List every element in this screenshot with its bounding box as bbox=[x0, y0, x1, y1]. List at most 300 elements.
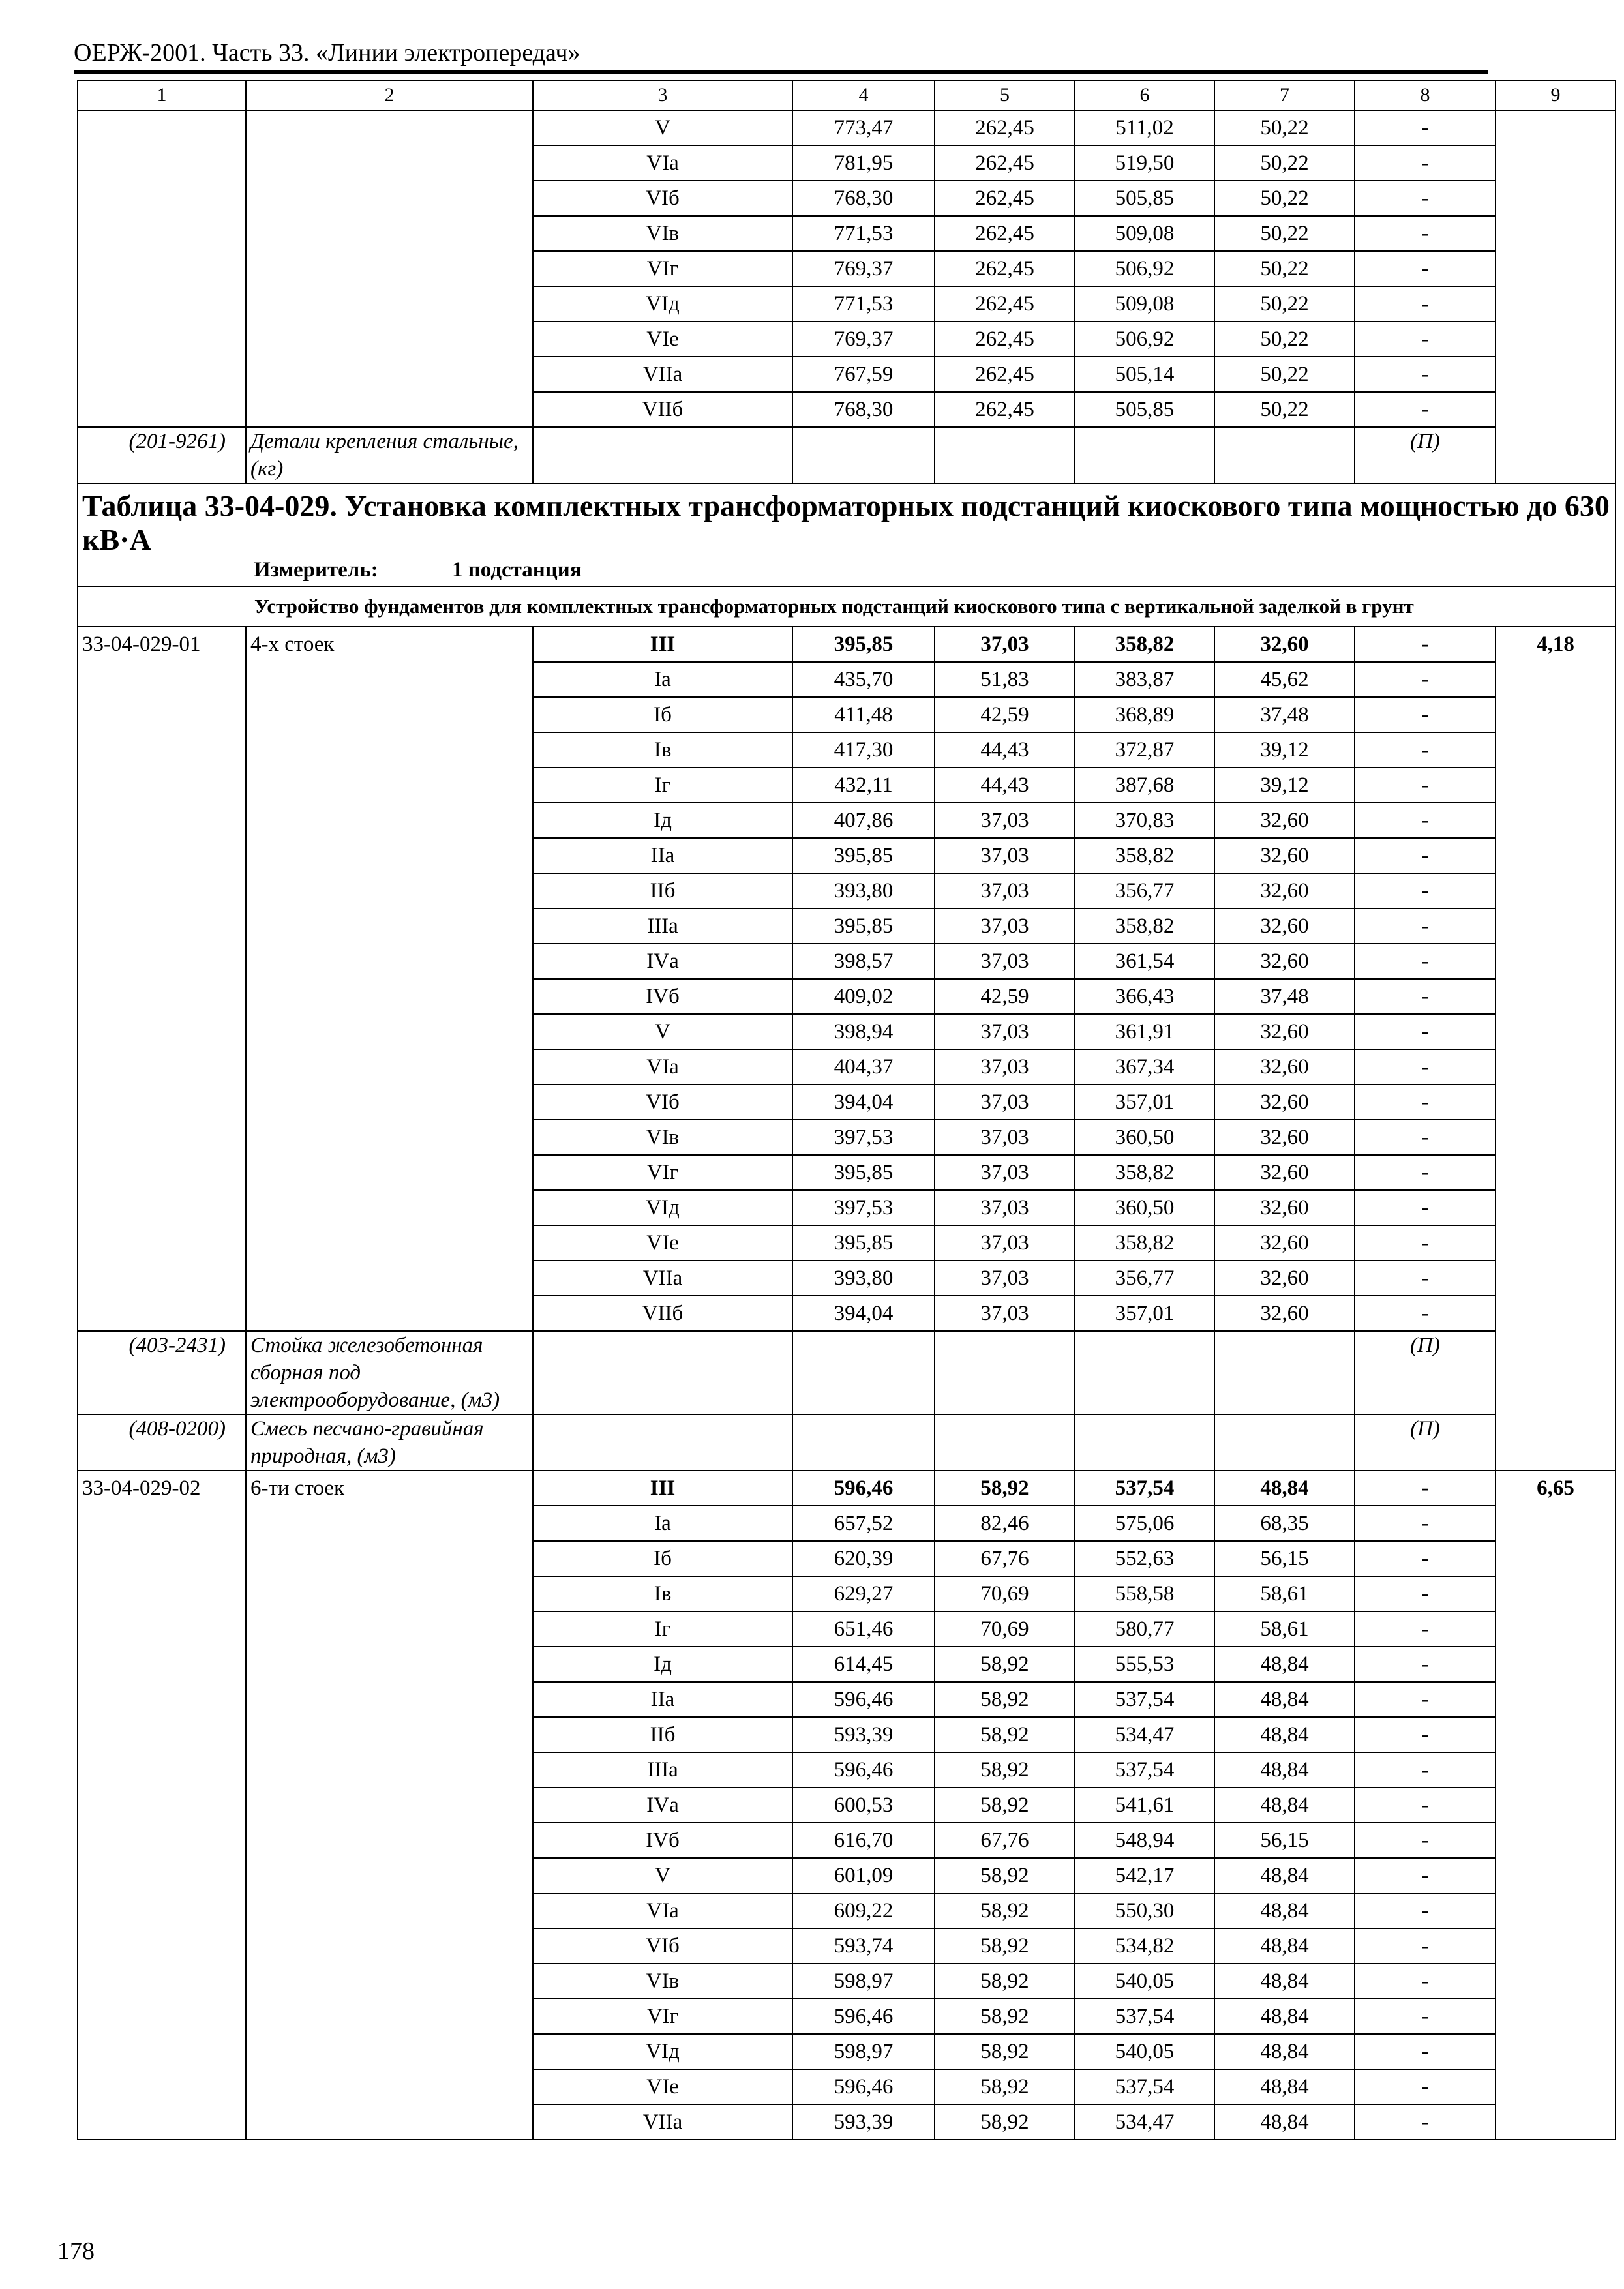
value-cell: 537,54 bbox=[1075, 2069, 1214, 2104]
value-cell: 395,85 bbox=[792, 627, 935, 662]
value-cell: 367,34 bbox=[1075, 1049, 1214, 1085]
zone-cell: IIIа bbox=[533, 908, 792, 944]
item-code: 33-04-029-01 bbox=[78, 627, 246, 1331]
mark-cell: - bbox=[1355, 1506, 1496, 1541]
mark-cell: - bbox=[1355, 873, 1496, 908]
mark-cell: - bbox=[1355, 697, 1496, 732]
value-cell: 58,92 bbox=[935, 1999, 1075, 2034]
value-cell: 541,61 bbox=[1075, 1788, 1214, 1823]
zone-cell: III bbox=[533, 627, 792, 662]
zone-cell: Iб bbox=[533, 697, 792, 732]
value-cell: 393,80 bbox=[792, 873, 935, 908]
zone-cell: VIе bbox=[533, 1225, 792, 1261]
value-cell: 32,60 bbox=[1214, 1085, 1355, 1120]
mark-cell: - bbox=[1355, 1682, 1496, 1717]
value-cell: 37,03 bbox=[935, 1014, 1075, 1049]
value-cell: 614,45 bbox=[792, 1647, 935, 1682]
value-cell: 32,60 bbox=[1214, 627, 1355, 662]
value-cell: 67,76 bbox=[935, 1823, 1075, 1858]
value-cell: 58,92 bbox=[935, 1788, 1075, 1823]
zone-cell: Iв bbox=[533, 1576, 792, 1611]
value-cell: 773,47 bbox=[792, 110, 935, 145]
value-cell: 44,43 bbox=[935, 732, 1075, 768]
mark-cell: - bbox=[1355, 145, 1496, 181]
value-cell: 768,30 bbox=[792, 181, 935, 216]
zone-cell: V bbox=[533, 1858, 792, 1893]
material-code: (201-9261) bbox=[78, 427, 246, 483]
value-cell: 48,84 bbox=[1214, 1717, 1355, 1752]
zone-cell: Iд bbox=[533, 1647, 792, 1682]
zone-cell: VIб bbox=[533, 181, 792, 216]
zone-cell: VIг bbox=[533, 1155, 792, 1190]
value-cell: 50,22 bbox=[1214, 181, 1355, 216]
value-cell: 435,70 bbox=[792, 662, 935, 697]
value-cell: 50,22 bbox=[1214, 322, 1355, 357]
value-cell: 37,03 bbox=[935, 627, 1075, 662]
value-cell: 397,53 bbox=[792, 1190, 935, 1225]
value-cell: 70,69 bbox=[935, 1611, 1075, 1647]
zone-cell: VIIб bbox=[533, 392, 792, 427]
value-cell: 509,08 bbox=[1075, 286, 1214, 322]
table-title bbox=[78, 483, 1616, 586]
mark-cell: - bbox=[1355, 357, 1496, 392]
mark-cell: - bbox=[1355, 1611, 1496, 1647]
rates-table bbox=[77, 80, 1616, 2140]
zone-cell: VIв bbox=[533, 1964, 792, 1999]
value-cell: 360,50 bbox=[1075, 1190, 1214, 1225]
value-cell: 657,52 bbox=[792, 1506, 935, 1541]
value-cell: 417,30 bbox=[792, 732, 935, 768]
value-cell: 558,58 bbox=[1075, 1576, 1214, 1611]
value-cell: 32,60 bbox=[1214, 873, 1355, 908]
value-cell: 32,60 bbox=[1214, 1155, 1355, 1190]
value-cell: 48,84 bbox=[1214, 2069, 1355, 2104]
section-title: Устройство фундаментов для комплектных трансформаторных подстанций киоскового типа с вертикальной заделкой в грунт bbox=[78, 586, 1616, 627]
value-cell: 37,03 bbox=[935, 1261, 1075, 1296]
value-cell: 50,22 bbox=[1214, 392, 1355, 427]
value-cell: 37,48 bbox=[1214, 697, 1355, 732]
zone-cell: IIIа bbox=[533, 1752, 792, 1788]
column-number: 9 bbox=[1496, 80, 1616, 110]
value-cell: 50,22 bbox=[1214, 145, 1355, 181]
zone-cell: Iг bbox=[533, 768, 792, 803]
zone-cell: VIа bbox=[533, 1049, 792, 1085]
norm-cell: 6,65 bbox=[1496, 1471, 1616, 2140]
value-cell: 767,59 bbox=[792, 357, 935, 392]
zone-cell: IIа bbox=[533, 1682, 792, 1717]
table-title-row bbox=[78, 483, 1616, 586]
value-cell: 616,70 bbox=[792, 1823, 935, 1858]
mark-cell: - bbox=[1355, 1999, 1496, 2034]
value-cell: 58,92 bbox=[935, 1752, 1075, 1788]
value-cell: 781,95 bbox=[792, 145, 935, 181]
value-cell: 548,94 bbox=[1075, 1823, 1214, 1858]
value-cell: 358,82 bbox=[1075, 1155, 1214, 1190]
value-cell: 534,47 bbox=[1075, 1717, 1214, 1752]
value-cell: 67,76 bbox=[935, 1541, 1075, 1576]
measure-label: Измеритель: bbox=[254, 558, 378, 582]
value-cell: 50,22 bbox=[1214, 216, 1355, 251]
value-cell: 37,03 bbox=[935, 1296, 1075, 1331]
empty-cell bbox=[935, 1414, 1075, 1471]
value-cell: 70,69 bbox=[935, 1576, 1075, 1611]
mark-cell: - bbox=[1355, 944, 1496, 979]
value-cell: 769,37 bbox=[792, 322, 935, 357]
value-cell: 368,89 bbox=[1075, 697, 1214, 732]
value-cell: 37,03 bbox=[935, 944, 1075, 979]
zone-cell: Iб bbox=[533, 1541, 792, 1576]
mark-cell: - bbox=[1355, 1120, 1496, 1155]
empty-cell bbox=[792, 1414, 935, 1471]
value-cell: 356,77 bbox=[1075, 1261, 1214, 1296]
value-cell: 601,09 bbox=[792, 1858, 935, 1893]
value-cell: 37,03 bbox=[935, 1120, 1075, 1155]
mark-cell: - bbox=[1355, 1964, 1496, 1999]
mark-cell: - bbox=[1355, 392, 1496, 427]
value-cell: 32,60 bbox=[1214, 1190, 1355, 1225]
header-rule bbox=[74, 70, 1488, 74]
zone-cell: VIIб bbox=[533, 1296, 792, 1331]
value-cell: 552,63 bbox=[1075, 1541, 1214, 1576]
value-cell: 262,45 bbox=[935, 286, 1075, 322]
material-mark: (П) bbox=[1355, 427, 1496, 483]
mark-cell: - bbox=[1355, 2104, 1496, 2140]
value-cell: 357,01 bbox=[1075, 1296, 1214, 1331]
mark-cell: - bbox=[1355, 1049, 1496, 1085]
empty-cell bbox=[1075, 1414, 1214, 1471]
zone-cell: VIг bbox=[533, 251, 792, 286]
value-cell: 393,80 bbox=[792, 1261, 935, 1296]
value-cell: 596,46 bbox=[792, 1682, 935, 1717]
column-number-row bbox=[78, 80, 1616, 110]
mark-cell: - bbox=[1355, 1155, 1496, 1190]
value-cell: 37,03 bbox=[935, 803, 1075, 838]
value-cell: 32,60 bbox=[1214, 838, 1355, 873]
value-cell: 56,15 bbox=[1214, 1823, 1355, 1858]
mark-cell: - bbox=[1355, 838, 1496, 873]
value-cell: 37,03 bbox=[935, 838, 1075, 873]
empty-cell bbox=[935, 427, 1075, 483]
zone-cell: VIб bbox=[533, 1085, 792, 1120]
page-header: ОЕРЖ-2001. Часть 33. «Линии электропередач» bbox=[74, 39, 580, 67]
value-cell: 356,77 bbox=[1075, 873, 1214, 908]
value-cell: 44,43 bbox=[935, 768, 1075, 803]
mark-cell: - bbox=[1355, 1858, 1496, 1893]
value-cell: 580,77 bbox=[1075, 1611, 1214, 1647]
zone-cell: VIе bbox=[533, 322, 792, 357]
value-cell: 82,46 bbox=[935, 1506, 1075, 1541]
item-code: 33-04-029-02 bbox=[78, 1471, 246, 2140]
value-cell: 361,54 bbox=[1075, 944, 1214, 979]
empty-cell bbox=[1214, 427, 1355, 483]
zone-cell: V bbox=[533, 110, 792, 145]
mark-cell: - bbox=[1355, 662, 1496, 697]
empty-cell bbox=[792, 427, 935, 483]
value-cell: 262,45 bbox=[935, 216, 1075, 251]
value-cell: 432,11 bbox=[792, 768, 935, 803]
value-cell: 397,53 bbox=[792, 1120, 935, 1155]
zone-cell: VIв bbox=[533, 1120, 792, 1155]
mark-cell: - bbox=[1355, 1788, 1496, 1823]
value-cell: 511,02 bbox=[1075, 110, 1214, 145]
column-number: 6 bbox=[1075, 80, 1214, 110]
value-cell: 771,53 bbox=[792, 286, 935, 322]
value-cell: 540,05 bbox=[1075, 1964, 1214, 1999]
value-cell: 37,03 bbox=[935, 1225, 1075, 1261]
mark-cell: - bbox=[1355, 1823, 1496, 1858]
material-name: Детали крепления стальные, (кг) bbox=[246, 427, 533, 483]
value-cell: 407,86 bbox=[792, 803, 935, 838]
zone-cell: VIа bbox=[533, 1893, 792, 1928]
value-cell: 48,84 bbox=[1214, 1647, 1355, 1682]
zone-cell: IIб bbox=[533, 1717, 792, 1752]
value-cell: 50,22 bbox=[1214, 251, 1355, 286]
mark-cell: - bbox=[1355, 251, 1496, 286]
value-cell: 383,87 bbox=[1075, 662, 1214, 697]
value-cell: 50,22 bbox=[1214, 357, 1355, 392]
value-cell: 48,84 bbox=[1214, 1788, 1355, 1823]
page-number: 178 bbox=[57, 2237, 95, 2265]
value-cell: 32,60 bbox=[1214, 908, 1355, 944]
material-row bbox=[78, 1331, 1616, 1414]
value-cell: 372,87 bbox=[1075, 732, 1214, 768]
value-cell: 58,61 bbox=[1214, 1611, 1355, 1647]
value-cell: 575,06 bbox=[1075, 1506, 1214, 1541]
value-cell: 358,82 bbox=[1075, 908, 1214, 944]
item-main-row bbox=[78, 1471, 1616, 1506]
column-number: 3 bbox=[533, 80, 792, 110]
value-cell: 629,27 bbox=[792, 1576, 935, 1611]
value-cell: 262,45 bbox=[935, 357, 1075, 392]
value-cell: 596,46 bbox=[792, 2069, 935, 2104]
zone-cell: VIд bbox=[533, 1190, 792, 1225]
value-cell: 37,03 bbox=[935, 1155, 1075, 1190]
value-cell: 58,92 bbox=[935, 2034, 1075, 2069]
value-cell: 48,84 bbox=[1214, 1964, 1355, 1999]
empty-cell bbox=[792, 1331, 935, 1414]
value-cell: 262,45 bbox=[935, 110, 1075, 145]
value-cell: 394,04 bbox=[792, 1296, 935, 1331]
mark-cell: - bbox=[1355, 979, 1496, 1014]
value-cell: 32,60 bbox=[1214, 1120, 1355, 1155]
value-cell: 366,43 bbox=[1075, 979, 1214, 1014]
value-cell: 593,74 bbox=[792, 1928, 935, 1964]
empty-cell bbox=[533, 1414, 792, 1471]
mark-cell: - bbox=[1355, 1225, 1496, 1261]
mark-cell: - bbox=[1355, 110, 1496, 145]
value-cell: 58,92 bbox=[935, 1647, 1075, 1682]
value-cell: 58,92 bbox=[935, 1717, 1075, 1752]
value-cell: 394,04 bbox=[792, 1085, 935, 1120]
mark-cell: - bbox=[1355, 181, 1496, 216]
value-cell: 58,92 bbox=[935, 2069, 1075, 2104]
value-cell: 32,60 bbox=[1214, 1225, 1355, 1261]
mark-cell: - bbox=[1355, 1893, 1496, 1928]
value-cell: 550,30 bbox=[1075, 1893, 1214, 1928]
material-code: (403-2431) bbox=[78, 1331, 246, 1414]
zone-cell: IIа bbox=[533, 838, 792, 873]
mark-cell: - bbox=[1355, 732, 1496, 768]
zone-cell: V bbox=[533, 1014, 792, 1049]
table-title-text: Таблица 33-04-029. Установка комплектных трансформаторных подстанций киоскового типа мощностью до 630 кВ·А bbox=[82, 489, 1610, 556]
column-number: 4 bbox=[792, 80, 935, 110]
table-row bbox=[78, 110, 1616, 145]
value-cell: 48,84 bbox=[1214, 1893, 1355, 1928]
value-cell: 555,53 bbox=[1075, 1647, 1214, 1682]
value-cell: 32,60 bbox=[1214, 1261, 1355, 1296]
mark-cell: - bbox=[1355, 216, 1496, 251]
value-cell: 39,12 bbox=[1214, 768, 1355, 803]
mark-cell: - bbox=[1355, 768, 1496, 803]
zone-cell: VIIа bbox=[533, 2104, 792, 2140]
value-cell: 358,82 bbox=[1075, 838, 1214, 873]
value-cell: 395,85 bbox=[792, 1225, 935, 1261]
value-cell: 360,50 bbox=[1075, 1120, 1214, 1155]
material-code: (408-0200) bbox=[78, 1414, 246, 1471]
mark-cell: - bbox=[1355, 1261, 1496, 1296]
value-cell: 358,82 bbox=[1075, 1225, 1214, 1261]
mark-cell: - bbox=[1355, 286, 1496, 322]
value-cell: 370,83 bbox=[1075, 803, 1214, 838]
value-cell: 58,92 bbox=[935, 1928, 1075, 1964]
value-cell: 358,82 bbox=[1075, 627, 1214, 662]
mark-cell: - bbox=[1355, 2069, 1496, 2104]
value-cell: 395,85 bbox=[792, 908, 935, 944]
mark-cell: - bbox=[1355, 1928, 1496, 1964]
mark-cell: - bbox=[1355, 322, 1496, 357]
value-cell: 262,45 bbox=[935, 251, 1075, 286]
value-cell: 68,35 bbox=[1214, 1506, 1355, 1541]
value-cell: 45,62 bbox=[1214, 662, 1355, 697]
item-main-row bbox=[78, 627, 1616, 662]
value-cell: 39,12 bbox=[1214, 732, 1355, 768]
zone-cell: VIд bbox=[533, 2034, 792, 2069]
mark-cell: - bbox=[1355, 908, 1496, 944]
value-cell: 262,45 bbox=[935, 145, 1075, 181]
zone-cell: IIб bbox=[533, 873, 792, 908]
value-cell: 58,92 bbox=[935, 1682, 1075, 1717]
item-name: 6-ти стоек bbox=[246, 1471, 533, 2140]
norm-cell bbox=[1496, 110, 1616, 483]
value-cell: 505,85 bbox=[1075, 181, 1214, 216]
value-cell: 48,84 bbox=[1214, 2034, 1355, 2069]
value-cell: 56,15 bbox=[1214, 1541, 1355, 1576]
column-number: 1 bbox=[78, 80, 246, 110]
zone-cell: VIIа bbox=[533, 1261, 792, 1296]
value-cell: 596,46 bbox=[792, 1999, 935, 2034]
zone-cell: VIе bbox=[533, 2069, 792, 2104]
value-cell: 32,60 bbox=[1214, 1014, 1355, 1049]
value-cell: 262,45 bbox=[935, 392, 1075, 427]
value-cell: 596,46 bbox=[792, 1752, 935, 1788]
empty-cell bbox=[1214, 1331, 1355, 1414]
value-cell: 537,54 bbox=[1075, 1999, 1214, 2034]
mark-cell: - bbox=[1355, 627, 1496, 662]
value-cell: 58,92 bbox=[935, 1964, 1075, 1999]
mark-cell: - bbox=[1355, 1717, 1496, 1752]
measure-value: 1 подстанция bbox=[452, 558, 582, 582]
mark-cell: - bbox=[1355, 1085, 1496, 1120]
value-cell: 32,60 bbox=[1214, 1049, 1355, 1085]
zone-cell: III bbox=[533, 1471, 792, 1506]
value-cell: 357,01 bbox=[1075, 1085, 1214, 1120]
value-cell: 411,48 bbox=[792, 697, 935, 732]
value-cell: 48,84 bbox=[1214, 2104, 1355, 2140]
value-cell: 598,97 bbox=[792, 1964, 935, 1999]
value-cell: 48,84 bbox=[1214, 1471, 1355, 1506]
zone-cell: IVб bbox=[533, 1823, 792, 1858]
zone-cell: IVб bbox=[533, 979, 792, 1014]
zone-cell: Iа bbox=[533, 662, 792, 697]
empty-cell bbox=[533, 427, 792, 483]
zone-cell: Iа bbox=[533, 1506, 792, 1541]
mark-cell: - bbox=[1355, 1471, 1496, 1506]
material-row bbox=[78, 1414, 1616, 1471]
zone-cell: Iг bbox=[533, 1611, 792, 1647]
value-cell: 58,61 bbox=[1214, 1576, 1355, 1611]
zone-cell: VIа bbox=[533, 145, 792, 181]
value-cell: 51,83 bbox=[935, 662, 1075, 697]
value-cell: 262,45 bbox=[935, 181, 1075, 216]
section-title-row bbox=[78, 586, 1616, 627]
value-cell: 609,22 bbox=[792, 1893, 935, 1928]
material-name: Смесь песчано-гравийная природная, (м3) bbox=[246, 1414, 533, 1471]
value-cell: 519,50 bbox=[1075, 145, 1214, 181]
rates-table-body bbox=[78, 80, 1616, 2140]
value-cell: 48,84 bbox=[1214, 1752, 1355, 1788]
value-cell: 600,53 bbox=[792, 1788, 935, 1823]
mark-cell: - bbox=[1355, 1014, 1496, 1049]
material-mark: (П) bbox=[1355, 1414, 1496, 1471]
value-cell: 506,92 bbox=[1075, 251, 1214, 286]
column-number: 2 bbox=[246, 80, 533, 110]
value-cell: 537,54 bbox=[1075, 1682, 1214, 1717]
value-cell: 542,17 bbox=[1075, 1858, 1214, 1893]
column-number: 8 bbox=[1355, 80, 1496, 110]
zone-cell: VIг bbox=[533, 1999, 792, 2034]
norm-cell: 4,18 bbox=[1496, 627, 1616, 1471]
value-cell: 48,84 bbox=[1214, 1928, 1355, 1964]
value-cell: 387,68 bbox=[1075, 768, 1214, 803]
value-cell: 48,84 bbox=[1214, 1682, 1355, 1717]
column-number: 5 bbox=[935, 80, 1075, 110]
value-cell: 769,37 bbox=[792, 251, 935, 286]
value-cell: 506,92 bbox=[1075, 322, 1214, 357]
value-cell: 48,84 bbox=[1214, 1999, 1355, 2034]
mark-cell: - bbox=[1355, 1296, 1496, 1331]
value-cell: 398,94 bbox=[792, 1014, 935, 1049]
empty-cell bbox=[1075, 427, 1214, 483]
mark-cell: - bbox=[1355, 803, 1496, 838]
zone-cell: VIб bbox=[533, 1928, 792, 1964]
empty-cell bbox=[935, 1331, 1075, 1414]
value-cell: 37,03 bbox=[935, 873, 1075, 908]
empty-cell bbox=[1075, 1331, 1214, 1414]
item-name: 4-х стоек bbox=[246, 627, 533, 1331]
value-cell: 534,82 bbox=[1075, 1928, 1214, 1964]
value-cell: 361,91 bbox=[1075, 1014, 1214, 1049]
value-cell: 593,39 bbox=[792, 1717, 935, 1752]
material-mark: (П) bbox=[1355, 1331, 1496, 1414]
value-cell: 598,97 bbox=[792, 2034, 935, 2069]
zone-cell: Iд bbox=[533, 803, 792, 838]
mark-cell: - bbox=[1355, 2034, 1496, 2069]
value-cell: 37,03 bbox=[935, 1049, 1075, 1085]
value-cell: 505,85 bbox=[1075, 392, 1214, 427]
material-name: Стойка железобетонная сборная под электрооборудование, (м3) bbox=[246, 1331, 533, 1414]
value-cell: 505,14 bbox=[1075, 357, 1214, 392]
value-cell: 37,48 bbox=[1214, 979, 1355, 1014]
